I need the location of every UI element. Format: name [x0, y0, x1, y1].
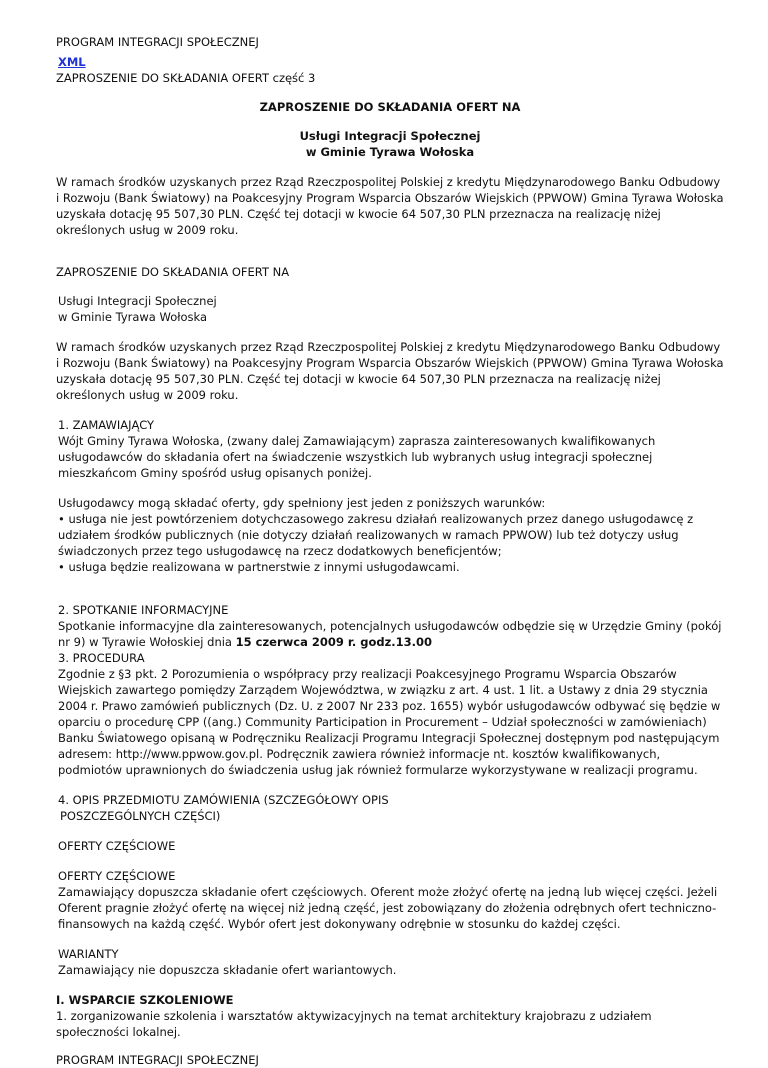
section2-text [56, 618, 724, 650]
conditions-bullet1: • usługa nie jest powtórzeniem dotychczasowego zakresu działań realizowanych przez danego usługodawcę z udziałem środków publicznych (nie dotyczy działań realizowanych w ramach PPWOW) lub też dotyczy usług świadczonych przez tego usługodawcę na rzecz dodatkowych beneficjentów; [58, 512, 694, 558]
partial-offers-label: OFERTY CZĘŚCIOWE [58, 839, 176, 853]
body-heading: ZAPROSZENIE DO SKŁADANIA OFERT NA [56, 265, 290, 279]
xml-link[interactable]: XML [58, 55, 86, 69]
section3-text: Zgodnie z §3 pkt. 2 Porozumienia o współpracy przy realizacji Poakcesyjnego Programu Wsparcia Obszarów Wiejskich zawartego pomiędzy Zarządem Województwa, w związku z art. 4 ust. 1 lit. a Ustawy z dnia 29 stycznia 2004 r. Prawo zamówień publicznych (Dz. U. z 2007 Nr 233 poz. 1655) wybór usługodawców odbywać się będzie w oparciu o procedurę CPP ((ang.) Community Participation in Procurement – Udział społeczności w zamówieniach) Banku Światowego opisaną w Podręczniku Realizacji Programu Integracji Społecznej dostępnym pod następującym adresem: http://www.ppwow.gov.pl. Podręcznik zawiera również informacje nt. kosztów kwalifikowanych, podmiotów uprawnionych do świadczenia usług jak również formularze wykorzystywane w realizacji programu. [58, 667, 721, 777]
body-service-line1: Usługi Integracji Społecznej [58, 294, 217, 308]
meeting-date: 15 czerwca 2009 r. godz.13.00 [235, 635, 433, 649]
intro-service-line1: Usługi Integracji Społecznej [299, 129, 481, 143]
intro-service-line2: w Gminie Tyrawa Wołoska [305, 145, 475, 159]
footer-program: PROGRAM INTEGRACJI SPOŁECZNEJ [56, 1053, 259, 1067]
variants-label: WARIANTY [58, 947, 119, 961]
section2-body: Spotkanie informacyjne dla zainteresowanych, potencjalnych usługodawców odbędzie się w Urzędzie Gminy (pokój nr 9) w Tyrawie Wołoskiej dnia [58, 619, 722, 649]
partial-offers-label-2: OFERTY CZĘŚCIOWE [58, 869, 176, 883]
support-title: I. WSPARCIE SZKOLENIOWE [56, 993, 234, 1007]
support-item1: 1. zorganizowanie szkolenia i warsztatów aktywizacyjnych na temat architektury krajobrazu z udziałem społeczności lokalnej. [56, 1009, 652, 1039]
section1-text: Wójt Gminy Tyrawa Wołoska, (zwany dalej Zamawiającym) zaprasza zainteresowanych kwalifikowanych usługodawców do składania ofert na świadczenie wszystkich lub wybranych usług integracji społecznej mieszkańcom Gminy spośród usług opisanych poniżej. [58, 434, 656, 480]
conditions-bullet2: • usługa będzie realizowana w partnerstwie z innymi usługodawcami. [58, 560, 460, 574]
conditions-intro: Usługodawcy mogą składać oferty, gdy spełniony jest jeden z poniższych warunków: [58, 496, 546, 510]
partial-offers-text: Zamawiający dopuszcza składanie ofert częściowych. Oferent może złożyć ofertę na jedną lub więcej części. Jeżeli Oferent pragnie złożyć ofertę na więcej niż jedną część, jest zobowiązany do złożenia odrębnych ofert techniczno-finansowych na każdą część. Wybór ofert jest dokonywany odrębnie w stosunku do każdej części. [58, 885, 718, 931]
intro-heading: ZAPROSZENIE DO SKŁADANIA OFERT NA [259, 100, 521, 114]
document-subtitle: ZAPROSZENIE DO SKŁADANIA OFERT część 3 [56, 71, 316, 85]
section1-title: 1. ZAMAWIAJĄCY [58, 418, 155, 432]
document-page [56, 34, 724, 1068]
body-paragraph: W ramach środków uzyskanych przez Rząd Rzeczpospolitej Polskiej z kredytu Międzynarodowego Banku Odbudowy i Rozwoju (Bank Światowy) na Poakcesyjny Program Wsparcia Obszarów Wiejskich (PPWOW) Gmina Tyrawa Wołoska uzyskała dotację 95 507,30 PLN. Część tej dotacji w kwocie 64 507,30 PLN przeznacza na realizację niżej określonych usług w 2009 roku. [56, 340, 724, 402]
intro-paragraph: W ramach środków uzyskanych przez Rząd Rzeczpospolitej Polskiej z kredytu Międzynarodowego Banku Odbudowy i Rozwoju (Bank Światowy) na Poakcesyjny Program Wsparcia Obszarów Wiejskich (PPWOW) Gmina Tyrawa Wołoska uzyskała dotację 95 507,30 PLN. Część tej dotacji w kwocie 64 507,30 PLN przeznacza na realizację niżej określonych usług w 2009 roku. [56, 175, 724, 237]
section2-title: 2. SPOTKANIE INFORMACYJNE [58, 603, 229, 617]
body-service-line2: w Gminie Tyrawa Wołoska [58, 310, 208, 324]
section4-title-line2: POSZCZEGÓLNYCH CZĘŚCI) [60, 809, 221, 823]
section3-title: 3. PROCEDURA [58, 651, 145, 665]
program-header: PROGRAM INTEGRACJI SPOŁECZNEJ [56, 35, 259, 49]
variants-text: Zamawiający nie dopuszcza składanie ofert wariantowych. [58, 963, 397, 977]
section4-title-line1: 4. OPIS PRZEDMIOTU ZAMÓWIENIA (SZCZEGÓŁOWY OPIS [58, 793, 389, 807]
